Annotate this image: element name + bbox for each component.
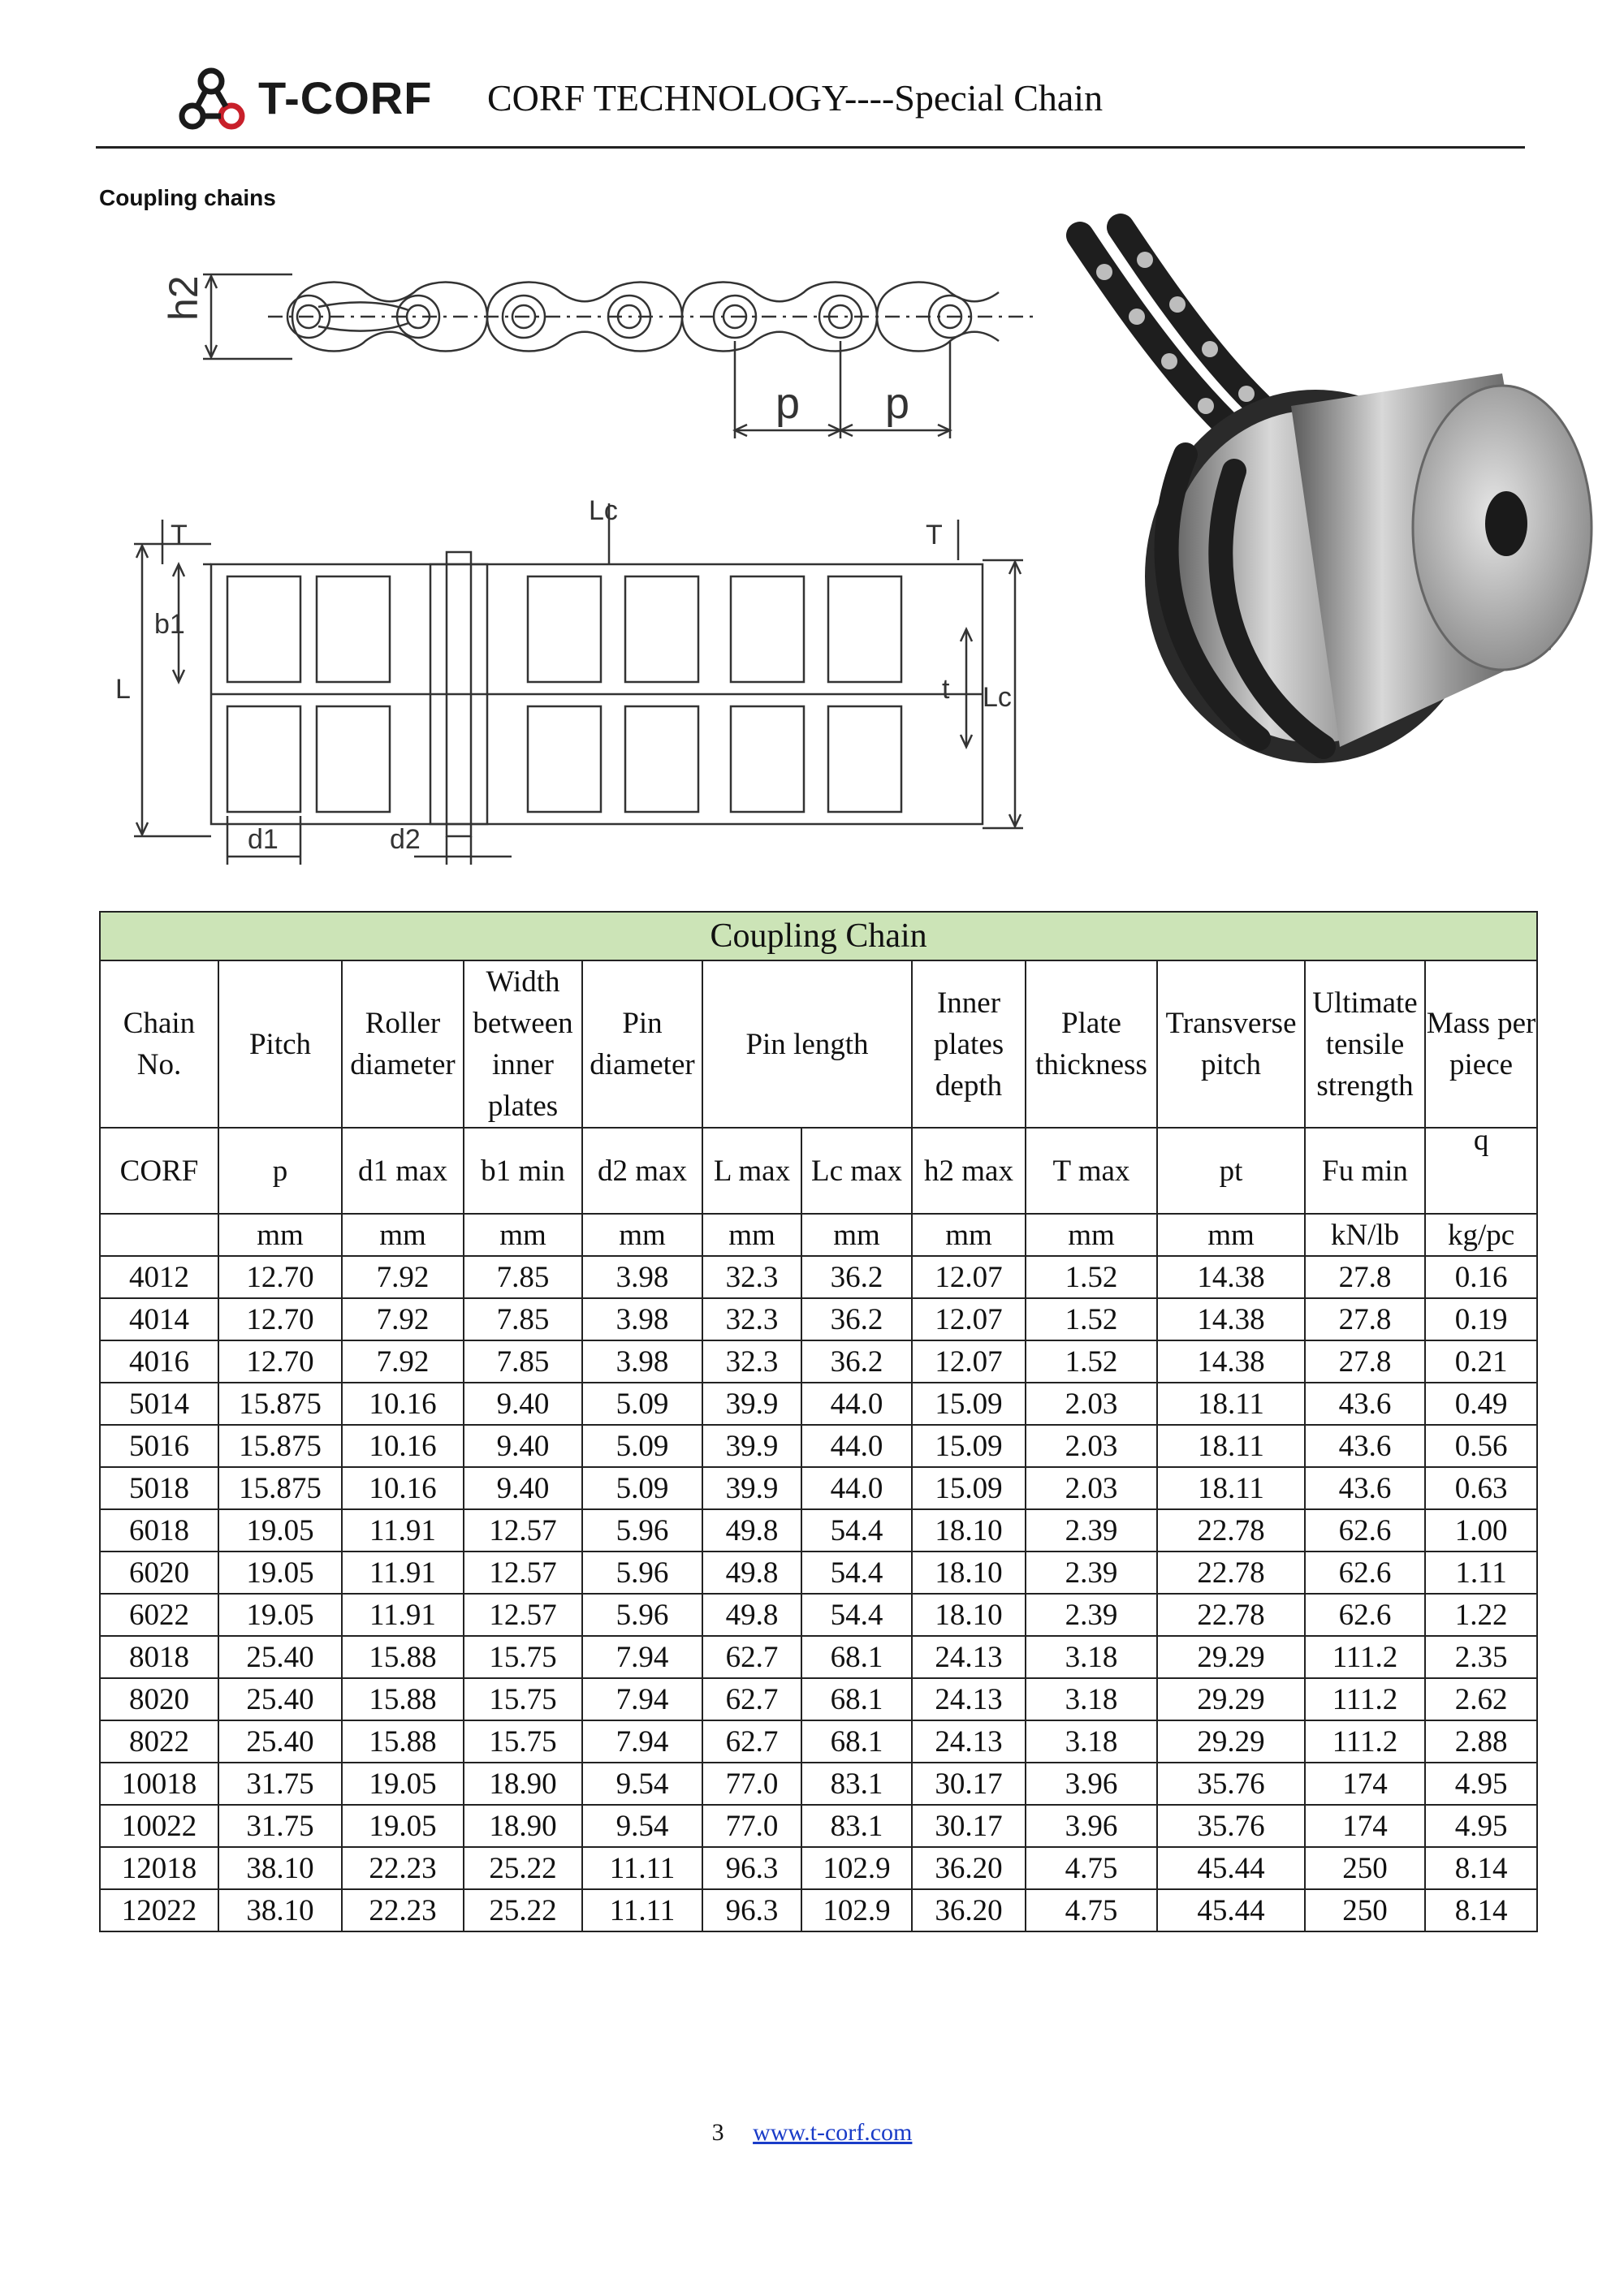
- table-cell: 9.40: [464, 1383, 582, 1425]
- coupling-chain-diagram: [106, 244, 1039, 877]
- unit-cell: mm: [342, 1214, 464, 1256]
- table-cell: 174: [1305, 1805, 1425, 1847]
- table-cell: 3.96: [1026, 1763, 1157, 1805]
- table-cell: 31.75: [218, 1763, 342, 1805]
- table-cell: 54.4: [801, 1509, 912, 1552]
- table-cell: 36.2: [801, 1298, 912, 1340]
- symbol-row: [100, 1128, 1537, 1214]
- column-header: Pitch: [218, 960, 342, 1128]
- table-cell: 15.88: [342, 1678, 464, 1720]
- table-cell: 96.3: [702, 1847, 801, 1889]
- table-cell: 18.11: [1157, 1425, 1305, 1467]
- table-cell: 14.38: [1157, 1340, 1305, 1383]
- table-cell: 83.1: [801, 1805, 912, 1847]
- table-cell: 102.9: [801, 1847, 912, 1889]
- table-cell: 8020: [100, 1678, 218, 1720]
- table-cell: 2.35: [1425, 1636, 1537, 1678]
- table-cell: 38.10: [218, 1847, 342, 1889]
- table-cell: 27.8: [1305, 1340, 1425, 1383]
- table-cell: 19.05: [342, 1763, 464, 1805]
- table-cell: 49.8: [702, 1594, 801, 1636]
- table-row: [100, 1298, 1537, 1340]
- table-cell: 30.17: [912, 1763, 1026, 1805]
- section-title: Coupling chains: [99, 185, 276, 210]
- column-header: Pin length: [702, 960, 912, 1128]
- unit-cell: mm: [1157, 1214, 1305, 1256]
- table-cell: 4016: [100, 1340, 218, 1383]
- table-cell: 5014: [100, 1383, 218, 1425]
- table-cell: 18.10: [912, 1594, 1026, 1636]
- table-cell: 7.92: [342, 1298, 464, 1340]
- table-cell: 7.92: [342, 1256, 464, 1298]
- table-cell: 44.0: [801, 1383, 912, 1425]
- table-cell: 8.14: [1425, 1847, 1537, 1889]
- table-cell: 12.57: [464, 1509, 582, 1552]
- symbol-cell: CORF: [100, 1128, 218, 1214]
- table-cell: 10.16: [342, 1467, 464, 1509]
- table-cell: 45.44: [1157, 1889, 1305, 1931]
- table-cell: 22.23: [342, 1847, 464, 1889]
- table-cell: 7.94: [582, 1720, 702, 1763]
- unit-cell: mm: [582, 1214, 702, 1256]
- table-row: [100, 1340, 1537, 1383]
- table-cell: 68.1: [801, 1720, 912, 1763]
- table-cell: 9.40: [464, 1425, 582, 1467]
- table-cell: 1.11: [1425, 1552, 1537, 1594]
- table-cell: 18.11: [1157, 1383, 1305, 1425]
- table-cell: 25.40: [218, 1720, 342, 1763]
- table-cell: 5.09: [582, 1467, 702, 1509]
- table-cell: 7.92: [342, 1340, 464, 1383]
- table-cell: 62.6: [1305, 1594, 1425, 1636]
- column-header: Chain No.: [100, 960, 218, 1128]
- table-cell: 18.90: [464, 1805, 582, 1847]
- column-header: Pin diameter: [582, 960, 702, 1128]
- t-pitch-label: t: [942, 674, 950, 705]
- table-cell: 43.6: [1305, 1425, 1425, 1467]
- table-cell: 24.13: [912, 1678, 1026, 1720]
- table-cell: 8022: [100, 1720, 218, 1763]
- table-cell: 62.6: [1305, 1552, 1425, 1594]
- column-header: Inner plates depth: [912, 960, 1026, 1128]
- table-cell: 77.0: [702, 1763, 801, 1805]
- unit-cell: kN/lb: [1305, 1214, 1425, 1256]
- table-cell: 77.0: [702, 1805, 801, 1847]
- table-cell: 1.52: [1026, 1256, 1157, 1298]
- table-row: [100, 1383, 1537, 1425]
- table-row: [100, 1805, 1537, 1847]
- table-cell: 7.94: [582, 1636, 702, 1678]
- table-cell: 1.52: [1026, 1340, 1157, 1383]
- table-cell: 15.875: [218, 1467, 342, 1509]
- table-cell: 4.75: [1026, 1889, 1157, 1931]
- table-cell: 4014: [100, 1298, 218, 1340]
- table-title: Coupling Chain: [100, 912, 1537, 960]
- table-cell: 1.00: [1425, 1509, 1537, 1552]
- table-cell: 54.4: [801, 1594, 912, 1636]
- table-cell: 2.62: [1425, 1678, 1537, 1720]
- table-cell: 11.11: [582, 1847, 702, 1889]
- table-cell: 15.75: [464, 1636, 582, 1678]
- table-cell: 2.03: [1026, 1383, 1157, 1425]
- column-header: Roller diameter: [342, 960, 464, 1128]
- table-cell: 4012: [100, 1256, 218, 1298]
- table-cell: 3.18: [1026, 1636, 1157, 1678]
- p-label-2: p: [885, 379, 910, 428]
- b1-label: b1: [154, 609, 185, 640]
- table-cell: 35.76: [1157, 1763, 1305, 1805]
- table-cell: 15.09: [912, 1383, 1026, 1425]
- unit-cell: mm: [801, 1214, 912, 1256]
- table-cell: 15.875: [218, 1383, 342, 1425]
- lc-top-label: Lc: [589, 495, 618, 526]
- table-cell: 4.95: [1425, 1805, 1537, 1847]
- table-cell: 15.88: [342, 1720, 464, 1763]
- table-cell: 22.78: [1157, 1552, 1305, 1594]
- table-cell: 18.11: [1157, 1467, 1305, 1509]
- table-cell: 250: [1305, 1889, 1425, 1931]
- table-cell: 10.16: [342, 1425, 464, 1467]
- table-cell: 1.52: [1026, 1298, 1157, 1340]
- table-cell: 111.2: [1305, 1636, 1425, 1678]
- coupling-chain-photo: [1047, 211, 1616, 796]
- table-cell: 27.8: [1305, 1256, 1425, 1298]
- unit-cell: mm: [702, 1214, 801, 1256]
- symbol-cell: h2 max: [912, 1128, 1026, 1214]
- table-cell: 3.98: [582, 1256, 702, 1298]
- column-header: Plate thickness: [1026, 960, 1157, 1128]
- table-cell: 10018: [100, 1763, 218, 1805]
- table-cell: 11.91: [342, 1552, 464, 1594]
- table-cell: 62.6: [1305, 1509, 1425, 1552]
- table-cell: 5.96: [582, 1594, 702, 1636]
- table-cell: 0.21: [1425, 1340, 1537, 1383]
- table-cell: 10.16: [342, 1383, 464, 1425]
- symbol-cell: q: [1425, 1128, 1537, 1214]
- column-header: Transverse pitch: [1157, 960, 1305, 1128]
- table-cell: 6022: [100, 1594, 218, 1636]
- column-header: Ultimate tensile strength: [1305, 960, 1425, 1128]
- table-cell: 12.07: [912, 1298, 1026, 1340]
- table-cell: 11.91: [342, 1594, 464, 1636]
- table-cell: 11.91: [342, 1509, 464, 1552]
- table-cell: 0.56: [1425, 1425, 1537, 1467]
- table-cell: 12.57: [464, 1552, 582, 1594]
- table-cell: 5.09: [582, 1383, 702, 1425]
- table-cell: 12.07: [912, 1340, 1026, 1383]
- table-cell: 19.05: [218, 1509, 342, 1552]
- table-cell: 43.6: [1305, 1383, 1425, 1425]
- t-label-left: T: [171, 520, 188, 550]
- table-cell: 96.3: [702, 1889, 801, 1931]
- table-cell: 2.39: [1026, 1509, 1157, 1552]
- table-row: [100, 1678, 1537, 1720]
- table-row: [100, 1594, 1537, 1636]
- table-cell: 30.17: [912, 1805, 1026, 1847]
- table-cell: 32.3: [702, 1298, 801, 1340]
- table-cell: 15.09: [912, 1425, 1026, 1467]
- table-cell: 68.1: [801, 1678, 912, 1720]
- h2-label: h2: [161, 275, 206, 321]
- table-cell: 19.05: [218, 1552, 342, 1594]
- table-cell: 45.44: [1157, 1847, 1305, 1889]
- table-cell: 36.20: [912, 1889, 1026, 1931]
- table-cell: 2.03: [1026, 1467, 1157, 1509]
- table-cell: 19.05: [218, 1594, 342, 1636]
- table-cell: 12.70: [218, 1256, 342, 1298]
- table-cell: 111.2: [1305, 1678, 1425, 1720]
- table-cell: 22.78: [1157, 1509, 1305, 1552]
- l-label: L: [115, 674, 131, 705]
- table-cell: 12.70: [218, 1298, 342, 1340]
- table-cell: 9.40: [464, 1467, 582, 1509]
- unit-cell: [100, 1214, 218, 1256]
- symbol-cell: pt: [1157, 1128, 1305, 1214]
- table-cell: 9.54: [582, 1805, 702, 1847]
- table-cell: 22.23: [342, 1889, 464, 1931]
- table-cell: 31.75: [218, 1805, 342, 1847]
- table-cell: 1.22: [1425, 1594, 1537, 1636]
- table-cell: 39.9: [702, 1383, 801, 1425]
- symbol-cell: T max: [1026, 1128, 1157, 1214]
- table-cell: 0.49: [1425, 1383, 1537, 1425]
- table-cell: 15.75: [464, 1678, 582, 1720]
- unit-row: [100, 1214, 1537, 1256]
- table-cell: 4.75: [1026, 1847, 1157, 1889]
- table-cell: 25.22: [464, 1847, 582, 1889]
- table-cell: 102.9: [801, 1889, 912, 1931]
- table-cell: 3.96: [1026, 1805, 1157, 1847]
- unit-cell: mm: [912, 1214, 1026, 1256]
- unit-cell: mm: [218, 1214, 342, 1256]
- table-cell: 7.85: [464, 1298, 582, 1340]
- symbol-cell: d2 max: [582, 1128, 702, 1214]
- column-header: Mass per piece: [1425, 960, 1537, 1128]
- table-cell: 5.09: [582, 1425, 702, 1467]
- table-cell: 12.07: [912, 1256, 1026, 1298]
- table-cell: 18.90: [464, 1763, 582, 1805]
- table-cell: 27.8: [1305, 1298, 1425, 1340]
- table-cell: 39.9: [702, 1467, 801, 1509]
- table-cell: 68.1: [801, 1636, 912, 1678]
- table-cell: 0.16: [1425, 1256, 1537, 1298]
- table-cell: 62.7: [702, 1678, 801, 1720]
- table-cell: 43.6: [1305, 1467, 1425, 1509]
- page-title: CORF TECHNOLOGY----Special Chain: [487, 77, 1104, 119]
- table-cell: 8.14: [1425, 1889, 1537, 1931]
- table-row: [100, 1889, 1537, 1931]
- table-cell: 4.95: [1425, 1763, 1537, 1805]
- table-cell: 25.40: [218, 1636, 342, 1678]
- coupling-chain-table: [99, 911, 1538, 1932]
- table-cell: 12022: [100, 1889, 218, 1931]
- p-label-1: p: [775, 379, 801, 428]
- table-cell: 25.40: [218, 1678, 342, 1720]
- table-cell: 18.10: [912, 1509, 1026, 1552]
- symbol-cell: Fu min: [1305, 1128, 1425, 1214]
- table-cell: 8018: [100, 1636, 218, 1678]
- table-cell: 44.0: [801, 1425, 912, 1467]
- table-row: [100, 1720, 1537, 1763]
- table-cell: 24.13: [912, 1636, 1026, 1678]
- table-cell: 44.0: [801, 1467, 912, 1509]
- table-cell: 14.38: [1157, 1298, 1305, 1340]
- symbol-cell: b1 min: [464, 1128, 582, 1214]
- symbol-cell: p: [218, 1128, 342, 1214]
- table-cell: 12.57: [464, 1594, 582, 1636]
- table-cell: 49.8: [702, 1552, 801, 1594]
- table-cell: 15.875: [218, 1425, 342, 1467]
- symbol-cell: L max: [702, 1128, 801, 1214]
- table-cell: 54.4: [801, 1552, 912, 1594]
- table-cell: 32.3: [702, 1340, 801, 1383]
- table-cell: 14.38: [1157, 1256, 1305, 1298]
- table-cell: 6020: [100, 1552, 218, 1594]
- table-cell: 22.78: [1157, 1594, 1305, 1636]
- table-cell: 29.29: [1157, 1720, 1305, 1763]
- table-row: [100, 1509, 1537, 1552]
- table-cell: 250: [1305, 1847, 1425, 1889]
- t-label-right: T: [926, 520, 943, 550]
- table-cell: 3.98: [582, 1298, 702, 1340]
- table-cell: 0.63: [1425, 1467, 1537, 1509]
- table-cell: 111.2: [1305, 1720, 1425, 1763]
- table-cell: 2.88: [1425, 1720, 1537, 1763]
- table-cell: 15.88: [342, 1636, 464, 1678]
- table-cell: 62.7: [702, 1636, 801, 1678]
- table-cell: 2.39: [1026, 1594, 1157, 1636]
- table-cell: 38.10: [218, 1889, 342, 1931]
- table-cell: 12.70: [218, 1340, 342, 1383]
- table-cell: 7.85: [464, 1256, 582, 1298]
- table-row: [100, 1636, 1537, 1678]
- d1-label: d1: [248, 824, 279, 855]
- table-row: [100, 1467, 1537, 1509]
- table-row: [100, 1847, 1537, 1889]
- table-cell: 62.7: [702, 1720, 801, 1763]
- column-header: Width between inner plates: [464, 960, 582, 1128]
- table-row: [100, 1425, 1537, 1467]
- table-cell: 6018: [100, 1509, 218, 1552]
- table-cell: 83.1: [801, 1763, 912, 1805]
- header-row: [100, 960, 1537, 1128]
- table-cell: 18.10: [912, 1552, 1026, 1594]
- table-cell: 36.20: [912, 1847, 1026, 1889]
- table-cell: 32.3: [702, 1256, 801, 1298]
- table-cell: 15.09: [912, 1467, 1026, 1509]
- table-cell: 3.98: [582, 1340, 702, 1383]
- table-cell: 10022: [100, 1805, 218, 1847]
- table-cell: 39.9: [702, 1425, 801, 1467]
- table-cell: 29.29: [1157, 1678, 1305, 1720]
- table-cell: 3.18: [1026, 1720, 1157, 1763]
- lc-right-label: Lc: [983, 682, 1012, 713]
- table-cell: 174: [1305, 1763, 1425, 1805]
- table-cell: 36.2: [801, 1256, 912, 1298]
- table-cell: 7.85: [464, 1340, 582, 1383]
- table-cell: 19.05: [342, 1805, 464, 1847]
- table-cell: 5018: [100, 1467, 218, 1509]
- table-cell: 12018: [100, 1847, 218, 1889]
- page-footer: [0, 2119, 1624, 2147]
- table-cell: 15.75: [464, 1720, 582, 1763]
- table-cell: 2.03: [1026, 1425, 1157, 1467]
- table-cell: 24.13: [912, 1720, 1026, 1763]
- page-number: 3: [711, 2119, 724, 2146]
- table-cell: 35.76: [1157, 1805, 1305, 1847]
- table-cell: 7.94: [582, 1678, 702, 1720]
- table-cell: 0.19: [1425, 1298, 1537, 1340]
- unit-cell: mm: [464, 1214, 582, 1256]
- table-cell: 29.29: [1157, 1636, 1305, 1678]
- d2-label: d2: [390, 824, 421, 855]
- website-link[interactable]: www.t-corf.com: [753, 2119, 913, 2146]
- table-cell: 5016: [100, 1425, 218, 1467]
- table-row: [100, 1552, 1537, 1594]
- unit-cell: mm: [1026, 1214, 1157, 1256]
- table-cell: 5.96: [582, 1552, 702, 1594]
- table-row: [100, 1256, 1537, 1298]
- table-cell: 2.39: [1026, 1552, 1157, 1594]
- table-cell: 5.96: [582, 1509, 702, 1552]
- table-cell: 9.54: [582, 1763, 702, 1805]
- table-cell: 3.18: [1026, 1678, 1157, 1720]
- logo-text: T-CORF: [258, 72, 433, 123]
- table-cell: 49.8: [702, 1509, 801, 1552]
- table-cell: 11.11: [582, 1889, 702, 1931]
- table-cell: 25.22: [464, 1889, 582, 1931]
- symbol-cell: d1 max: [342, 1128, 464, 1214]
- unit-cell: kg/pc: [1425, 1214, 1537, 1256]
- table-row: [100, 1763, 1537, 1805]
- symbol-cell: Lc max: [801, 1128, 912, 1214]
- table-cell: 36.2: [801, 1340, 912, 1383]
